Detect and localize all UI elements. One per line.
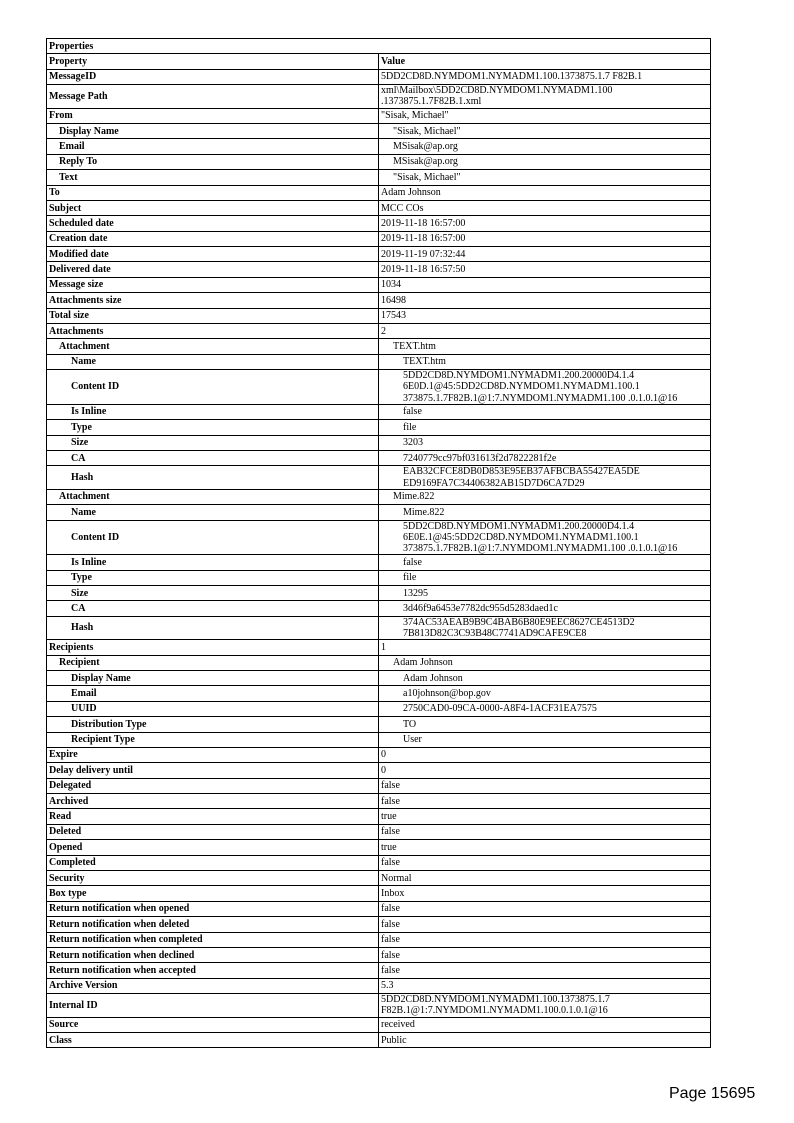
property-name: Return notification when deleted <box>47 917 379 932</box>
table-row <box>47 555 711 570</box>
property-name: Creation date <box>47 231 379 246</box>
property-name: Hash <box>47 466 379 489</box>
property-name: Message size <box>47 277 379 292</box>
property-name: Expire <box>47 747 379 762</box>
property-value: Mime.822 <box>379 489 711 504</box>
table-row <box>47 886 711 901</box>
property-value: 2750CAD0-09CA-0000-A8F4-1ACF31EA7575 <box>379 701 711 716</box>
property-name: MessageID <box>47 69 379 84</box>
table-row <box>47 85 711 108</box>
table-row <box>47 917 711 932</box>
property-name: Delay delivery until <box>47 763 379 778</box>
property-name: Distribution Type <box>47 717 379 732</box>
table-row <box>47 139 711 154</box>
property-name: Return notification when declined <box>47 947 379 962</box>
table-row <box>47 451 711 466</box>
table-row <box>47 701 711 716</box>
property-value: TEXT.htm <box>379 354 711 369</box>
property-value: MSisak@ap.org <box>379 139 711 154</box>
table-row <box>47 747 711 762</box>
property-name: Display Name <box>47 123 379 138</box>
table-title: Properties <box>47 39 711 54</box>
property-value: a10johnson@bop.gov <box>379 686 711 701</box>
table-row <box>47 824 711 839</box>
property-value: false <box>379 555 711 570</box>
table-row <box>47 123 711 138</box>
table-row <box>47 655 711 670</box>
property-value: false <box>379 794 711 809</box>
property-value: TO <box>379 717 711 732</box>
property-value: 16498 <box>379 293 711 308</box>
table-row <box>47 505 711 520</box>
property-value: TEXT.htm <box>379 339 711 354</box>
property-value: 7240779cc97bf031613f2d7822281f2e <box>379 451 711 466</box>
table-row <box>47 520 711 555</box>
property-value: false <box>379 404 711 419</box>
property-value: Inbox <box>379 886 711 901</box>
property-name: Name <box>47 505 379 520</box>
property-name: Recipient Type <box>47 732 379 747</box>
property-name: Completed <box>47 855 379 870</box>
property-value: Public <box>379 1032 711 1047</box>
table-row <box>47 932 711 947</box>
property-name: Size <box>47 585 379 600</box>
property-name: Display Name <box>47 670 379 685</box>
property-value: 5DD2CD8D.NYMDOM1.NYMADM1.200.20000D4.1.4 6E0D.1@45:5DD2CD8D.NYMDOM1.NYMADM1.100.1 373875.1.7F82B.1@1:7.NYMDOM1.NYMADM1.100 .0.1.0.1@16 <box>379 370 711 405</box>
table-row <box>47 1032 711 1047</box>
table-row <box>47 154 711 169</box>
property-name: CA <box>47 451 379 466</box>
property-value: false <box>379 778 711 793</box>
property-value: 1 <box>379 640 711 655</box>
table-row <box>47 231 711 246</box>
property-name: Total size <box>47 308 379 323</box>
property-value: Mime.822 <box>379 505 711 520</box>
property-name: Opened <box>47 840 379 855</box>
property-value: Adam Johnson <box>379 655 711 670</box>
properties-table <box>46 38 711 1048</box>
property-value: 0 <box>379 763 711 778</box>
property-name: Attachment <box>47 489 379 504</box>
property-value: false <box>379 917 711 932</box>
property-name: Size <box>47 435 379 450</box>
property-name: From <box>47 108 379 123</box>
property-name: Attachment <box>47 339 379 354</box>
property-value: 3d46f9a6453e7782dc955d5283daed1c <box>379 601 711 616</box>
property-value: 3203 <box>379 435 711 450</box>
table-header-row <box>47 54 711 69</box>
table-row <box>47 670 711 685</box>
property-name: Delegated <box>47 778 379 793</box>
property-value: false <box>379 947 711 962</box>
property-name: Reply To <box>47 154 379 169</box>
properties-table-body <box>47 39 711 1048</box>
property-name: Class <box>47 1032 379 1047</box>
property-name: Type <box>47 570 379 585</box>
property-name: Return notification when opened <box>47 901 379 916</box>
property-name: Internal ID <box>47 994 379 1017</box>
property-name: Hash <box>47 616 379 639</box>
property-value: xml\Mailbox\5DD2CD8D.NYMDOM1.NYMADM1.100 .1373875.1.7F82B.1.xml <box>379 85 711 108</box>
table-row <box>47 963 711 978</box>
table-row <box>47 247 711 262</box>
property-value: 13295 <box>379 585 711 600</box>
property-value: 2019-11-19 07:32:44 <box>379 247 711 262</box>
property-name: Email <box>47 139 379 154</box>
table-row <box>47 435 711 450</box>
property-value: 5.3 <box>379 978 711 993</box>
table-row <box>47 108 711 123</box>
table-row <box>47 354 711 369</box>
table-row <box>47 324 711 339</box>
property-value: Adam Johnson <box>379 185 711 200</box>
table-row <box>47 308 711 323</box>
property-name: Scheduled date <box>47 216 379 231</box>
table-row <box>47 420 711 435</box>
table-row <box>47 370 711 405</box>
table-row <box>47 277 711 292</box>
property-value: 2 <box>379 324 711 339</box>
property-value: false <box>379 901 711 916</box>
property-name: To <box>47 185 379 200</box>
table-row <box>47 262 711 277</box>
property-name: Is Inline <box>47 404 379 419</box>
property-value: file <box>379 570 711 585</box>
property-value: 5DD2CD8D.NYMDOM1.NYMADM1.100.1373875.1.7 F82B.1@1:7.NYMDOM1.NYMADM1.100.0.1.0.1@16 <box>379 994 711 1017</box>
table-row <box>47 466 711 489</box>
property-value: 0 <box>379 747 711 762</box>
property-value: Adam Johnson <box>379 670 711 685</box>
property-value: User <box>379 732 711 747</box>
property-name: Archived <box>47 794 379 809</box>
property-value: 17543 <box>379 308 711 323</box>
table-row <box>47 871 711 886</box>
table-row <box>47 489 711 504</box>
property-value: file <box>379 420 711 435</box>
property-value: EAB32CFCE8DB0D853E95EB37AFBCBA55427EA5DE ED9169FA7C34406382AB15D7D6CA7D29 <box>379 466 711 489</box>
property-value: "Sisak, Michael" <box>379 170 711 185</box>
table-row <box>47 293 711 308</box>
property-value: received <box>379 1017 711 1032</box>
property-name: Recipient <box>47 655 379 670</box>
property-name: Security <box>47 871 379 886</box>
table-row <box>47 901 711 916</box>
property-value: "Sisak, Michael" <box>379 123 711 138</box>
property-name: Archive Version <box>47 978 379 993</box>
page-number: Page 15695 <box>669 1085 756 1102</box>
property-name: Attachments size <box>47 293 379 308</box>
table-row <box>47 616 711 639</box>
table-row <box>47 69 711 84</box>
table-row <box>47 778 711 793</box>
property-name: Name <box>47 354 379 369</box>
property-name: Source <box>47 1017 379 1032</box>
property-name: Delivered date <box>47 262 379 277</box>
table-row <box>47 855 711 870</box>
property-value: 5DD2CD8D.NYMDOM1.NYMADM1.200.20000D4.1.4 6E0E.1@45:5DD2CD8D.NYMDOM1.NYMADM1.100.1 373875.1.7F82B.1@1:7.NYMDOM1.NYMADM1.100 .0.1.0.1@16 <box>379 520 711 555</box>
value-column-header: Value <box>379 54 711 69</box>
property-value: MSisak@ap.org <box>379 154 711 169</box>
table-row <box>47 763 711 778</box>
property-value: 5DD2CD8D.NYMDOM1.NYMADM1.100.1373875.1.7 F82B.1 <box>379 69 711 84</box>
property-value: false <box>379 932 711 947</box>
property-column-header: Property <box>47 54 379 69</box>
property-name: Box type <box>47 886 379 901</box>
table-title-row <box>47 39 711 54</box>
table-row <box>47 185 711 200</box>
property-name: Recipients <box>47 640 379 655</box>
property-value: false <box>379 855 711 870</box>
property-value: false <box>379 824 711 839</box>
table-row <box>47 570 711 585</box>
property-name: Message Path <box>47 85 379 108</box>
property-name: Modified date <box>47 247 379 262</box>
property-name: UUID <box>47 701 379 716</box>
property-name: Deleted <box>47 824 379 839</box>
table-row <box>47 216 711 231</box>
property-name: Attachments <box>47 324 379 339</box>
property-name: CA <box>47 601 379 616</box>
table-row <box>47 732 711 747</box>
table-row <box>47 947 711 962</box>
table-row <box>47 809 711 824</box>
property-name: Content ID <box>47 370 379 405</box>
property-value: 2019-11-18 16:57:00 <box>379 216 711 231</box>
table-row <box>47 994 711 1017</box>
property-value: 1034 <box>379 277 711 292</box>
table-row <box>47 200 711 215</box>
property-name: Type <box>47 420 379 435</box>
property-name: Email <box>47 686 379 701</box>
property-name: Subject <box>47 200 379 215</box>
property-value: "Sisak, Michael" <box>379 108 711 123</box>
table-row <box>47 794 711 809</box>
property-name: Content ID <box>47 520 379 555</box>
table-row <box>47 1017 711 1032</box>
table-row <box>47 170 711 185</box>
property-name: Return notification when completed <box>47 932 379 947</box>
table-row <box>47 404 711 419</box>
property-value: MCC COs <box>379 200 711 215</box>
table-row <box>47 717 711 732</box>
property-value: true <box>379 809 711 824</box>
table-row <box>47 640 711 655</box>
table-row <box>47 686 711 701</box>
table-row <box>47 840 711 855</box>
table-row <box>47 978 711 993</box>
property-name: Read <box>47 809 379 824</box>
property-name: Is Inline <box>47 555 379 570</box>
property-name: Text <box>47 170 379 185</box>
table-row <box>47 339 711 354</box>
table-row <box>47 585 711 600</box>
property-name: Return notification when accepted <box>47 963 379 978</box>
table-row <box>47 601 711 616</box>
property-value: 2019-11-18 16:57:50 <box>379 262 711 277</box>
property-value: true <box>379 840 711 855</box>
property-value: 2019-11-18 16:57:00 <box>379 231 711 246</box>
property-value: 374AC53AEAB9B9C4BAB6B80E9EEC8627CE4513D2 7B813D82C3C93B48C7741AD9CAFE9CE8 <box>379 616 711 639</box>
property-value: false <box>379 963 711 978</box>
property-value: Normal <box>379 871 711 886</box>
